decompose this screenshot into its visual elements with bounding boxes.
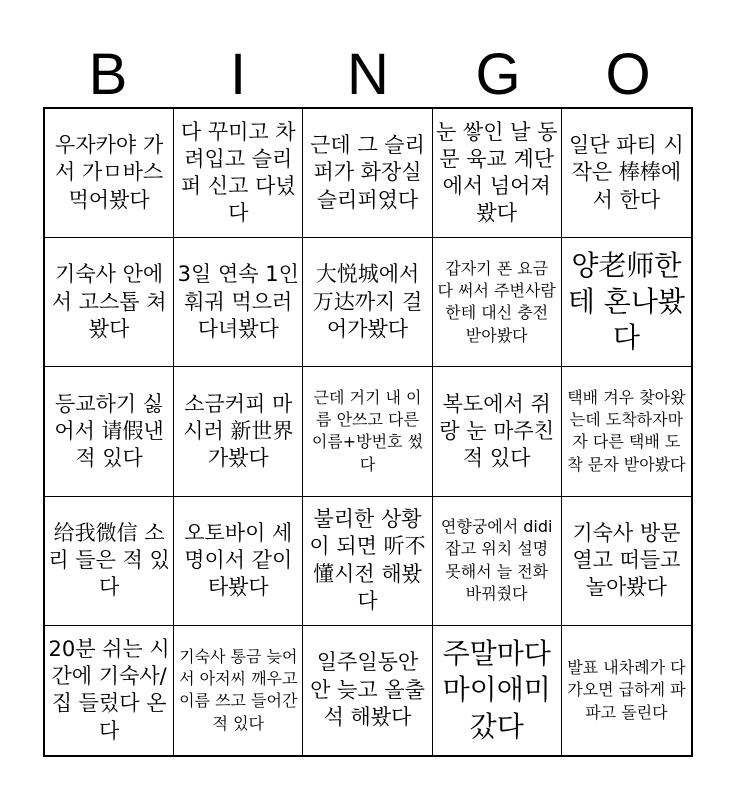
bingo-cell-b5[interactable]: 20분 쉬는 시간에 기숙사/집 들렀다 온다 — [45, 626, 174, 755]
bingo-cell-i5[interactable]: 기숙사 통금 늦어서 아저씨 깨우고 이름 쓰고 들어간 적 있다 — [174, 626, 303, 755]
bingo-cell-o1[interactable]: 일단 파티 시작은 棒棒에서 한다 — [562, 109, 691, 238]
bingo-cell-i2[interactable]: 3일 연속 1인훠궈 먹으러 다녀봤다 — [174, 238, 303, 367]
bingo-cell-g3[interactable]: 복도에서 쥐랑 눈 마주친 적 있다 — [433, 367, 562, 496]
bingo-cell-o4[interactable]: 기숙사 방문 열고 떠들고 놀아봤다 — [562, 497, 691, 626]
bingo-cell-b4[interactable]: 给我微信 소리 들은 적 있다 — [45, 497, 174, 626]
bingo-cell-o2[interactable]: 양老师한테 혼나봤다 — [562, 238, 691, 367]
bingo-cell-g2[interactable]: 갑자기 폰 요금 다 써서 주변사람한테 대신 충전 받아봤다 — [433, 238, 562, 367]
bingo-cell-n3[interactable]: 근데 거기 내 이름 안쓰고 다른 이름+방번호 썼다 — [303, 367, 432, 496]
header-letter-n: N — [347, 42, 389, 107]
header-letter-o: O — [605, 42, 651, 107]
bingo-cell-o3[interactable]: 택배 겨우 찾아왔는데 도착하자마자 다른 택배 도착 문자 받아봤다 — [562, 367, 691, 496]
bingo-cell-n2[interactable]: 大悦城에서 万达까지 걸어가봤다 — [303, 238, 432, 367]
bingo-cell-g5[interactable]: 주말마다 마이애미 갔다 — [433, 626, 562, 755]
bingo-cell-i4[interactable]: 오토바이 세명이서 같이 타봤다 — [174, 497, 303, 626]
bingo-cell-n1[interactable]: 근데 그 슬리퍼가 화장실 슬리퍼였다 — [303, 109, 432, 238]
bingo-cell-b3[interactable]: 등교하기 싫어서 请假낸적 있다 — [45, 367, 174, 496]
bingo-cell-n4[interactable]: 불리한 상황이 되면 听不懂시전 해봤다 — [303, 497, 432, 626]
header-letter-g: G — [475, 42, 521, 107]
bingo-cell-g1[interactable]: 눈 쌓인 날 동문 육교 계단에서 넘어져봤다 — [433, 109, 562, 238]
bingo-cell-b1[interactable]: 우자카야 가서 가ㅁ바스 먹어봤다 — [45, 109, 174, 238]
bingo-cell-i3[interactable]: 소금커피 마시러 新世界 가봤다 — [174, 367, 303, 496]
bingo-cell-n5[interactable]: 일주일동안 안 늦고 올출석 해봤다 — [303, 626, 432, 755]
bingo-cell-o5[interactable]: 발표 내차례가 다가오면 급하게 파파고 돌린다 — [567, 657, 686, 722]
bingo-cell-g4[interactable]: 연향궁에서 didi 잡고 위치 설명 못해서 늘 전화 바꿔줬다 — [433, 497, 562, 626]
bingo-grid — [43, 107, 693, 757]
bingo-cell-i1[interactable]: 다 꾸미고 차려입고 슬리퍼 신고 다녔다 — [174, 109, 303, 238]
bingo-cell-b2[interactable]: 기숙사 안에서 고스톱 쳐봤다 — [45, 238, 174, 367]
bingo-header — [43, 40, 693, 110]
header-letter-b: B — [88, 42, 128, 107]
header-letter-i: I — [229, 42, 247, 107]
